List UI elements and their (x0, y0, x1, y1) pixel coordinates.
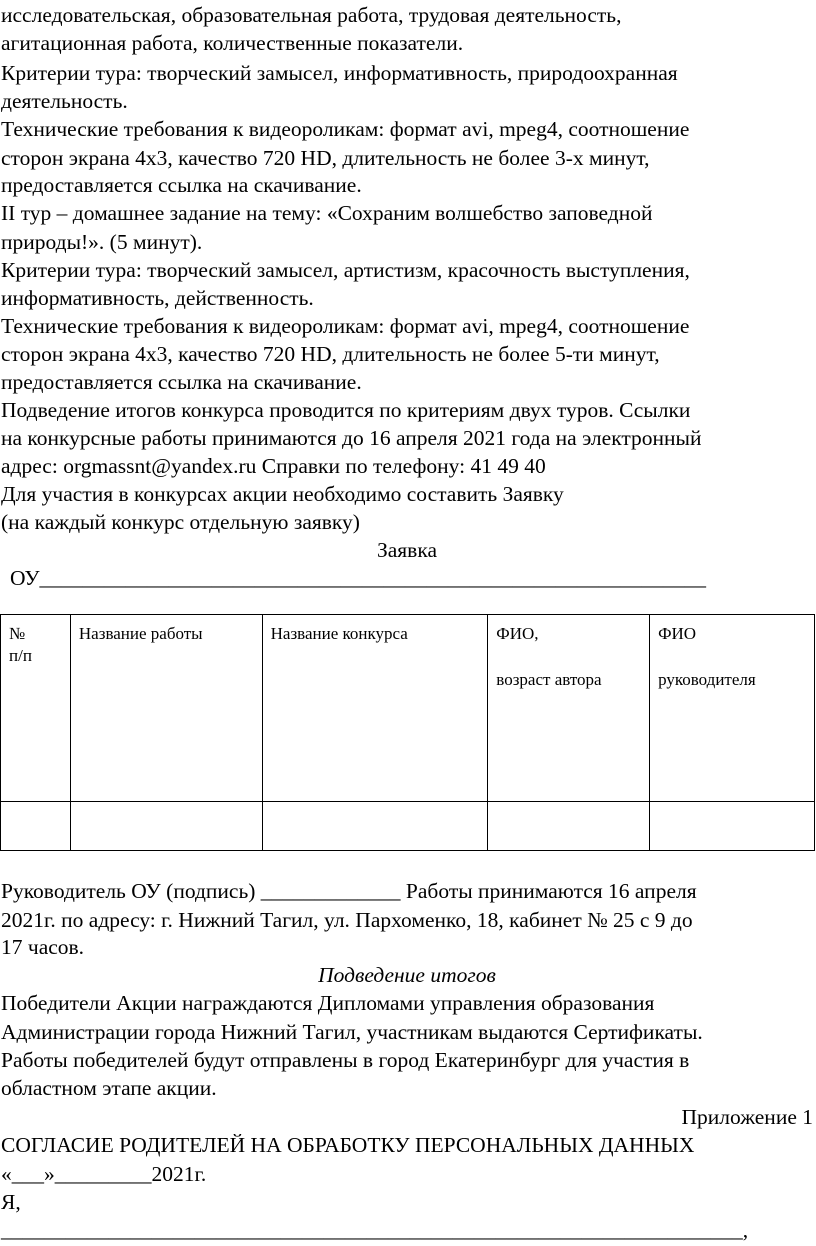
text-line: Технические требования к видеороликам: формат avi, mpeg4, соотношение (1, 117, 690, 141)
col-number (1, 615, 71, 802)
text-line: на конкурсные работы принимаются до 16 апреля 2021 года на электронный (1, 426, 702, 450)
text-line: Администрации города Нижний Тагил, участникам выдаются Сертификаты. (1, 1020, 703, 1044)
table-cell[interactable] (70, 802, 262, 851)
text-line: Критерии тура: творческий замысел, артистизм, красочность выступления, (1, 258, 690, 282)
text-line: деятельность. (1, 89, 128, 113)
col-work-title-label: Название работы (78, 624, 203, 643)
text-line: областном этапе акции. (1, 1076, 217, 1100)
table-row (1, 802, 815, 851)
col-number-line-2: п/п (9, 646, 32, 665)
text-line: 17 часов. (1, 935, 85, 959)
text-line: Подведение итогов конкурса проводится по критериям двух туров. Ссылки (1, 398, 691, 422)
ou-field: ОУ______________________________________________________________ (10, 566, 707, 590)
col-author-line-2: возраст автора (496, 670, 602, 689)
table-cell[interactable] (488, 802, 650, 851)
col-supervisor-line-2: руководителя (658, 670, 756, 689)
text-line: адрес: orgmassnt@yandex.ru Справки по телефону: 41 49 40 (1, 454, 546, 478)
name-field: _____________________________________________________________________, (1, 1218, 749, 1242)
text-line: природы!». (5 минут). (1, 230, 203, 254)
application-table (0, 614, 815, 851)
table-cell[interactable] (650, 802, 815, 851)
consent-title: СОГЛАСИЕ РОДИТЕЛЕЙ НА ОБРАБОТКУ ПЕРСОНАЛЬНЫХ ДАННЫХ (1, 1133, 695, 1157)
appendix-label: Приложение 1 (681, 1105, 813, 1129)
text-line: 2021г. по адресу: г. Нижний Тагил, ул. Пархоменко, 18, кабинет № 25 с 9 до (1, 908, 693, 932)
col-contest-title (262, 615, 488, 802)
text-line: Критерии тура: творческий замысел, информативность, природоохранная (1, 61, 678, 85)
text-line: Руководитель ОУ (подпись) _____________ Работы принимаются 16 апреля (1, 879, 697, 903)
table-cell[interactable] (1, 802, 71, 851)
col-contest-title-label: Название конкурса (270, 624, 408, 643)
table-header-row (1, 615, 815, 802)
text-line: предоставляется ссылка на скачивание. (1, 370, 362, 394)
text-line: информативность, действенность. (1, 286, 314, 310)
col-work-title (70, 615, 262, 802)
consent-ya: Я, (1, 1190, 21, 1214)
text-line: сторон экрана 4х3, качество 720 HD, длительность не более 3-х минут, (1, 146, 650, 170)
text-line: Победители Акции награждаются Дипломами управления образования (1, 991, 655, 1015)
col-author (488, 615, 650, 802)
text-line: исследовательская, образовательная работа, трудовая деятельность, (1, 3, 622, 27)
text-line: предоставляется ссылка на скачивание. (1, 173, 362, 197)
col-supervisor-line-1: ФИО (658, 624, 697, 643)
text-line: Технические требования к видеороликам: формат avi, mpeg4, соотношение (1, 314, 690, 338)
col-supervisor (650, 615, 815, 802)
text-line: Работы победителей будут отправлены в город Екатеринбург для участия в (1, 1048, 690, 1072)
col-author-line-1: ФИО, (496, 624, 539, 643)
date-field: «___»_________2021г. (1, 1162, 207, 1186)
text-line: Для участия в конкурсах акции необходимо составить Заявку (1, 482, 564, 506)
text-line: (на каждый конкурс отдельную заявку) (1, 510, 360, 534)
application-title: Заявка (376, 538, 438, 562)
table-cell[interactable] (262, 802, 488, 851)
text-line: агитационная работа, количественные показатели. (1, 31, 464, 55)
text-line: II тур – домашнее задание на тему: «Сохраним волшебство заповедной (1, 201, 653, 225)
results-heading: Подведение итогов (318, 963, 496, 987)
col-number-line-1: № (9, 624, 26, 643)
text-line: сторон экрана 4х3, качество 720 HD, длительность не более 5-ти минут, (1, 342, 660, 366)
